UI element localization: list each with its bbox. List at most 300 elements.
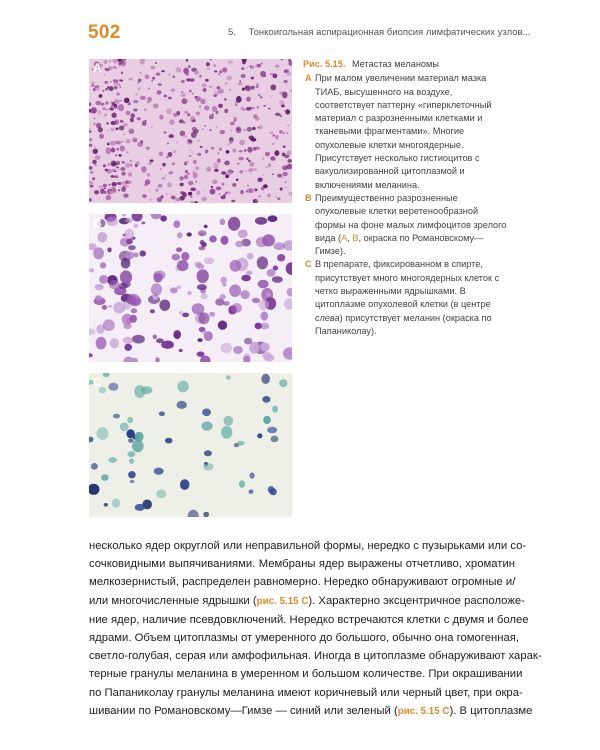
- cell-mark: [159, 152, 163, 156]
- cell-mark: [247, 253, 254, 260]
- body-line-4-b: ). Характерно эксцентричное расположе-: [308, 594, 525, 607]
- cell-mark: [120, 167, 125, 171]
- cell-mark: [202, 409, 211, 417]
- cell-mark: [118, 189, 120, 191]
- caption-title-line: [303, 58, 508, 71]
- cell-mark: [239, 150, 243, 152]
- cell-mark: [108, 305, 112, 308]
- cell-mark: [238, 157, 244, 161]
- cell-mark: [159, 115, 163, 120]
- cell-mark: [282, 165, 288, 170]
- cell-mark: [212, 114, 214, 115]
- cell-mark: [128, 245, 136, 250]
- cell-mark: [115, 119, 119, 124]
- cell-mark: [159, 300, 170, 311]
- cell-mark: [244, 149, 246, 152]
- cell-mark: [279, 379, 287, 387]
- cell-mark: [272, 134, 275, 136]
- cell-mark: [169, 134, 174, 138]
- cell-mark: [187, 232, 192, 236]
- cell-mark: [195, 166, 199, 170]
- cell-mark: [217, 152, 219, 155]
- cell-mark: [217, 159, 221, 163]
- cell-mark: [128, 471, 136, 478]
- cell-mark: [110, 141, 116, 146]
- cell-mark: [224, 161, 230, 166]
- cell-mark: [156, 338, 164, 343]
- cell-mark: [286, 132, 288, 134]
- cell-mark: [227, 76, 232, 81]
- cell-mark: [105, 88, 107, 90]
- cell-mark: [168, 152, 173, 157]
- cell-mark: [279, 100, 284, 105]
- cell-mark: [184, 111, 188, 114]
- cell-mark: [116, 128, 119, 131]
- cell-mark: [220, 130, 225, 134]
- cell-mark: [268, 215, 278, 222]
- cell-mark: [223, 67, 228, 72]
- body-line-10: [89, 702, 533, 721]
- cell-mark: [221, 426, 232, 439]
- cell-mark: [155, 189, 158, 192]
- body-line-7: светло-голубая, серая или амфофильная. Иногда в цитоплазме обнаруживают харак-: [89, 650, 542, 663]
- cell-mark: [221, 195, 226, 199]
- cell-mark: [274, 242, 286, 250]
- cell-mark: [123, 134, 125, 135]
- cell-mark: [128, 439, 134, 443]
- cell-mark: [127, 451, 135, 457]
- cell-mark: [251, 107, 255, 109]
- cell-mark: [282, 172, 288, 176]
- cell-mark: [133, 100, 138, 103]
- cell-mark: [221, 171, 226, 174]
- running-header: [228, 27, 530, 38]
- cell-mark: [126, 152, 129, 154]
- cell-mark: [184, 161, 189, 164]
- cell-mark: [285, 181, 287, 183]
- cell-mark: [205, 149, 208, 153]
- body-line-4-a: или многочисленные ядрышки (: [89, 594, 257, 607]
- cell-mark: [260, 71, 266, 77]
- cell-mark: [128, 172, 132, 176]
- cell-mark: [246, 190, 248, 192]
- cell-mark: [252, 127, 256, 130]
- cell-mark: [261, 63, 263, 65]
- cell-mark: [263, 416, 271, 424]
- cell-mark: [149, 199, 152, 201]
- caption-text-b-2: , окраска по Романовскому—Гимзе).: [315, 232, 484, 257]
- cell-mark: [167, 143, 169, 145]
- cell-mark: [122, 314, 133, 325]
- cell-mark: [108, 457, 117, 463]
- cell-mark: [106, 122, 109, 124]
- cell-mark: [95, 164, 97, 166]
- cell-mark: [93, 149, 98, 154]
- cell-mark: [262, 158, 264, 160]
- body-line-10-a: шивании по Романовскому—Гимзе — синий или зеленый (: [89, 704, 398, 717]
- cell-mark: [259, 125, 263, 129]
- cell-mark: [282, 177, 284, 179]
- caption-item-c: [303, 258, 508, 338]
- cell-mark: [237, 163, 240, 165]
- cell-mark: [226, 150, 230, 154]
- cell-mark: [270, 84, 276, 90]
- cell-mark: [153, 103, 159, 108]
- cell-mark: [132, 440, 144, 453]
- cell-mark: [173, 330, 181, 339]
- cell-mark: [197, 153, 201, 156]
- cell-mark: [128, 102, 131, 105]
- cell-mark: [254, 168, 257, 171]
- cell-mark: [160, 215, 167, 221]
- cell-mark: [263, 175, 265, 176]
- cell-mark: [177, 260, 189, 271]
- caption-text-c-italic: слева: [315, 312, 340, 323]
- cell-mark: [187, 291, 191, 295]
- cell-mark: [107, 247, 111, 252]
- cell-mark: [134, 224, 139, 229]
- cell-mark: [91, 81, 94, 85]
- cell-mark: [112, 113, 117, 118]
- cell-mark: [245, 170, 247, 172]
- cell-mark: [113, 414, 120, 419]
- cell-mark: [246, 271, 253, 275]
- cell-mark: [186, 59, 188, 62]
- cell-mark: [265, 152, 270, 157]
- cell-mark: [141, 166, 146, 172]
- cell-mark: [203, 463, 213, 471]
- cell-mark: [240, 107, 244, 111]
- cell-mark: [222, 283, 226, 286]
- cell-mark: [202, 129, 204, 130]
- cell-mark: [257, 256, 268, 269]
- cell-mark: [160, 195, 163, 198]
- cell-mark: [117, 182, 121, 185]
- cell-mark: [114, 171, 117, 173]
- cell-mark: [277, 198, 280, 200]
- cell-mark: [235, 241, 244, 247]
- cell-mark: [249, 490, 254, 494]
- cell-mark: [113, 66, 117, 69]
- cell-mark: [275, 65, 279, 68]
- cell-mark: [221, 277, 227, 284]
- cell-mark: [89, 166, 93, 170]
- cell-mark: [105, 169, 108, 172]
- cell-mark: [142, 121, 147, 126]
- cell-mark: [93, 123, 96, 126]
- figure-panel-a: [89, 59, 292, 203]
- cell-mark: [135, 295, 140, 299]
- cell-mark: [105, 82, 107, 85]
- cell-mark: [137, 82, 139, 84]
- cell-mark: [101, 474, 109, 481]
- cell-mark: [260, 96, 263, 98]
- cell-mark: [168, 171, 173, 174]
- cell-mark: [205, 79, 209, 82]
- cell-mark: [212, 180, 217, 184]
- cell-mark: [99, 134, 104, 139]
- cell-mark: [262, 396, 270, 403]
- figure-reference[interactable]: рис. 5.15 С: [256, 595, 309, 607]
- cell-mark: [95, 155, 101, 160]
- cell-mark: [213, 163, 219, 169]
- cell-mark: [287, 72, 291, 76]
- cell-mark: [234, 117, 237, 120]
- cell-mark: [216, 187, 222, 191]
- cell-mark: [189, 150, 191, 151]
- cell-mark: [284, 80, 288, 83]
- cell-mark: [123, 337, 134, 344]
- cell-mark: [230, 260, 242, 272]
- cell-mark: [94, 146, 96, 148]
- figure-reference[interactable]: рис. 5.15 С: [397, 705, 450, 717]
- cell-mark: [207, 68, 210, 70]
- cell-mark: [246, 67, 248, 68]
- cell-mark: [120, 146, 125, 152]
- cell-mark: [123, 123, 128, 126]
- panel-letter-c: C: [93, 375, 102, 389]
- cell-mark: [111, 105, 113, 107]
- cell-mark: [203, 88, 207, 92]
- cell-mark: [130, 118, 134, 122]
- cell-mark: [218, 73, 220, 75]
- cell-mark: [182, 183, 184, 185]
- cell-mark: [272, 406, 278, 413]
- cell-mark: [187, 113, 190, 116]
- cell-mark: [266, 292, 271, 296]
- cell-mark: [109, 108, 114, 111]
- cell-mark: [228, 60, 233, 63]
- cell-mark: [268, 108, 271, 110]
- figure-label: Рис. 5.15.: [303, 59, 346, 69]
- cell-mark: [121, 187, 126, 192]
- cell-mark: [210, 189, 216, 195]
- cell-mark: [218, 104, 223, 108]
- cell-mark: [100, 262, 106, 268]
- cell-mark: [176, 141, 178, 143]
- cell-mark: [228, 217, 240, 231]
- cell-mark: [209, 235, 217, 242]
- cell-mark: [101, 103, 105, 106]
- cell-mark: [236, 96, 242, 103]
- panel-letter-b: B: [93, 216, 102, 230]
- cell-mark: [256, 83, 259, 86]
- caption-text-b-1: Преимущественно разрозненные опухолевые клетки веретенообразной формы на фоне малых лимфоцитов зрелого вида (: [315, 192, 507, 243]
- cell-mark: [127, 417, 133, 424]
- cell-mark: [115, 107, 118, 109]
- cell-mark: [236, 179, 239, 181]
- cell-mark: [215, 298, 224, 306]
- cell-mark: [229, 284, 241, 297]
- cell-mark: [113, 79, 118, 82]
- cell-mark: [158, 184, 163, 188]
- cell-mark: [258, 94, 261, 96]
- cell-mark: [104, 60, 108, 64]
- cell-mark: [108, 144, 110, 145]
- cell-mark: [151, 126, 154, 128]
- cell-mark: [109, 191, 113, 195]
- cell-mark: [188, 192, 192, 196]
- cell-mark: [250, 473, 255, 479]
- cell-mark: [159, 411, 165, 416]
- cell-mark: [214, 70, 217, 72]
- cell-mark: [150, 159, 154, 162]
- cell-mark: [156, 73, 161, 76]
- cell-mark: [225, 82, 227, 84]
- cell-mark: [230, 130, 232, 132]
- cell-mark: [246, 97, 251, 102]
- cell-mark: [102, 305, 107, 310]
- cell-mark: [198, 312, 209, 324]
- cell-mark: [287, 159, 292, 163]
- cell-mark: [240, 170, 244, 173]
- cell-mark: [121, 72, 123, 75]
- cell-mark: [272, 174, 274, 176]
- cell-mark: [190, 78, 195, 81]
- cell-mark: [261, 312, 269, 321]
- cell-mark: [237, 128, 240, 130]
- cell-mark: [135, 432, 144, 442]
- cell-mark: [108, 163, 111, 166]
- cell-mark: [173, 150, 177, 153]
- cell-mark: [284, 110, 286, 111]
- cell-mark: [119, 86, 121, 88]
- cell-mark: [277, 254, 285, 261]
- cell-mark: [271, 436, 279, 443]
- micrograph-b: [89, 214, 292, 362]
- cell-mark: [220, 343, 232, 354]
- micrograph-c: [89, 373, 292, 517]
- cell-mark: [286, 84, 288, 85]
- cell-mark: [96, 87, 101, 91]
- cell-mark: [227, 191, 230, 194]
- cell-mark: [250, 66, 252, 67]
- cell-mark: [89, 138, 92, 142]
- cell-mark: [275, 196, 277, 198]
- cell-mark: [107, 86, 109, 89]
- cell-mark: [184, 175, 188, 180]
- cell-mark: [111, 148, 115, 153]
- cell-mark: [116, 166, 119, 168]
- cell-mark: [189, 90, 192, 93]
- cell-mark: [150, 309, 155, 313]
- cell-mark: [232, 148, 236, 152]
- cell-mark: [140, 140, 143, 143]
- cell-mark: [103, 184, 107, 188]
- cell-mark: [100, 189, 104, 194]
- cell-mark: [112, 182, 117, 186]
- cell-mark: [200, 146, 203, 148]
- cell-mark: [109, 280, 119, 290]
- cell-mark: [272, 143, 274, 145]
- cell-mark: [246, 158, 248, 161]
- cell-mark: [206, 62, 210, 66]
- cell-mark: [230, 122, 235, 126]
- cell-mark: [149, 162, 152, 165]
- cell-mark: [258, 178, 263, 182]
- cell-mark: [118, 104, 124, 111]
- cell-mark: [94, 190, 99, 194]
- cell-mark: [232, 171, 234, 172]
- cell-mark: [108, 184, 111, 186]
- cell-mark: [212, 106, 217, 112]
- cell-mark: [110, 338, 119, 348]
- cell-mark: [135, 504, 145, 511]
- cell-mark: [129, 128, 135, 134]
- cell-mark: [267, 194, 270, 198]
- cell-mark: [126, 111, 131, 115]
- cell-mark: [247, 185, 249, 186]
- cell-mark: [181, 93, 186, 97]
- cell-mark: [147, 173, 150, 177]
- cell-mark: [209, 86, 213, 89]
- cell-mark: [133, 109, 137, 112]
- cell-mark: [188, 65, 191, 68]
- cell-mark: [144, 109, 147, 111]
- chapter-number: 5.: [228, 27, 236, 38]
- cell-mark: [193, 160, 197, 164]
- cell-mark: [279, 130, 283, 133]
- cell-mark: [176, 67, 182, 72]
- cell-mark: [272, 276, 283, 283]
- cell-mark: [102, 107, 106, 110]
- cell-mark: [151, 283, 162, 295]
- cell-mark: [196, 181, 198, 182]
- cell-mark: [284, 187, 287, 189]
- cell-mark: [216, 126, 218, 128]
- cell-mark: [246, 107, 252, 111]
- cell-mark: [249, 136, 255, 140]
- cell-mark: [125, 139, 130, 143]
- cell-mark: [104, 114, 107, 117]
- cell-mark: [114, 99, 119, 103]
- cell-mark: [168, 97, 172, 100]
- cell-mark: [197, 338, 202, 342]
- cell-mark: [90, 185, 94, 187]
- cell-mark: [171, 196, 176, 200]
- cell-mark: [257, 127, 259, 129]
- body-line-2: сочковидными выпячиваниями. Мембраны ядер выражены отчетливо, хроматин: [89, 558, 515, 571]
- cell-mark: [151, 66, 156, 69]
- cell-mark: [231, 303, 242, 313]
- cell-mark: [95, 295, 102, 300]
- figure-panel-c: [89, 373, 292, 517]
- cell-mark: [284, 71, 287, 73]
- cell-mark: [196, 190, 200, 195]
- cell-mark: [172, 254, 180, 261]
- micrograph-a: [89, 59, 292, 203]
- cell-mark: [110, 81, 112, 83]
- cell-mark: [233, 346, 243, 354]
- cell-mark: [104, 503, 108, 507]
- cell-mark: [95, 284, 104, 290]
- cell-mark: [156, 489, 166, 498]
- cell-mark: [92, 177, 95, 180]
- cell-mark: [123, 324, 131, 330]
- cell-mark: [226, 375, 231, 379]
- figure-caption: [303, 58, 508, 338]
- body-line-3: мелкозернистый, распределен равномерно. Нередко обнаруживают огромные и/: [89, 576, 516, 589]
- cell-mark: [249, 162, 254, 167]
- caption-item-a: [303, 72, 508, 192]
- cell-mark: [130, 164, 133, 167]
- cell-mark: [219, 71, 223, 74]
- cell-mark: [229, 139, 233, 144]
- cell-mark: [172, 76, 175, 79]
- cell-mark: [196, 96, 201, 101]
- cell-mark: [189, 140, 193, 143]
- cell-mark: [226, 172, 231, 176]
